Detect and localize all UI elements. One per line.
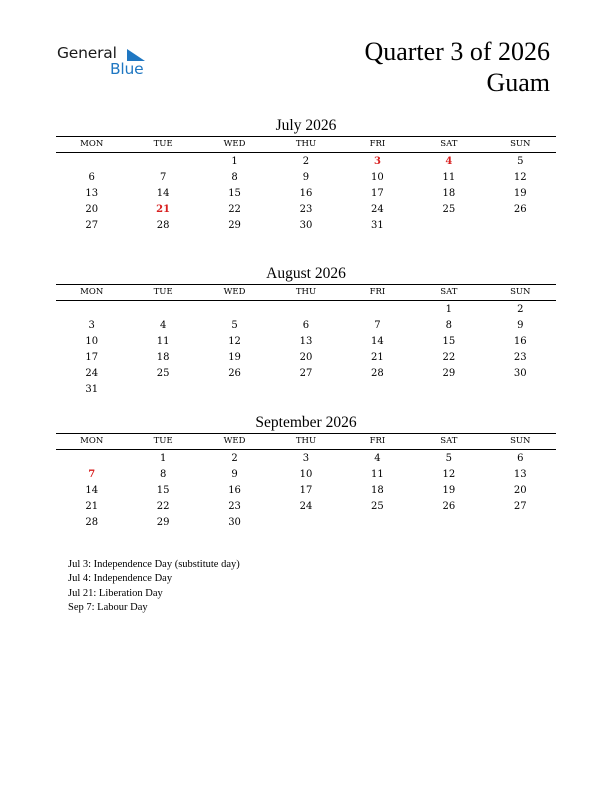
day-cell: 7 [159,172,167,183]
day-cell: 21 [371,352,384,363]
holiday-day-cell: 7 [88,469,96,480]
day-cell: 2 [231,453,238,464]
day-cell: 29 [228,220,241,231]
day-cell: 27 [513,501,527,512]
day-cell: 13 [85,188,99,199]
weekday-label: THU [295,436,317,446]
day-cell: 18 [442,188,456,199]
day-cell: 6 [302,320,310,331]
day-cell: 18 [156,352,170,363]
empty-day-cell [485,382,556,398]
logo [57,44,157,84]
day-cell: 17 [371,188,384,199]
day-cell: 30 [299,220,313,231]
day-cell: 26 [228,368,241,379]
day-cell: 29 [156,517,170,528]
day-cell: 31 [371,220,384,231]
day-cell: 8 [445,320,453,331]
day-cell: 19 [228,352,241,363]
weekday-label: WED [223,139,246,149]
empty-day-cell [413,218,484,234]
weekday-label: WED [223,436,246,446]
holiday-day-cell: 21 [156,204,171,215]
day-cell: 27 [299,368,313,379]
month-september [56,413,556,531]
day-cell: 16 [228,485,241,496]
empty-day-cell [413,515,484,531]
weekday-label: MON [80,436,104,446]
day-cell: 18 [371,485,384,496]
day-cell: 12 [513,172,527,183]
day-cell: 30 [228,517,241,528]
day-cell: 1 [445,304,453,315]
day-cell: 15 [156,485,170,496]
day-cell: 2 [302,156,310,167]
day-cell: 30 [513,368,527,379]
empty-day-cell [485,515,556,531]
day-cell: 9 [517,320,524,331]
page-title [364,36,550,98]
title-quarter: Quarter 3 of 2026 [364,37,550,66]
logo-text-blue: Blue [110,60,144,78]
weekday-label: WED [223,287,246,297]
weekday-label: FRI [369,436,386,446]
day-cell: 26 [442,501,456,512]
day-cell: 10 [371,172,384,183]
empty-day-cell [199,382,270,398]
empty-day-cell [270,302,341,318]
day-cell: 11 [371,469,384,480]
weekday-label: FRI [369,287,386,297]
day-cell: 6 [88,172,95,183]
day-cell: 22 [442,352,456,363]
day-cell: 20 [299,352,313,363]
holiday-note: Jul 3: Independence Day (substitute day) [68,559,240,570]
day-cell: 23 [513,352,527,363]
weekday-label: FRI [369,139,386,149]
weekday-header [56,433,556,450]
holiday-day-cell: 3 [373,156,381,167]
day-cell: 19 [442,485,456,496]
day-grid [56,451,556,531]
logo-text-general: General [57,44,117,62]
month-title: September 2026 [255,414,357,431]
day-grid [56,302,556,398]
day-cell: 12 [228,336,241,347]
day-cell: 8 [159,469,167,480]
title-country: Guam [486,68,550,97]
day-cell: 14 [85,485,99,496]
weekday-label: SUN [510,287,531,297]
weekday-label: THU [295,287,317,297]
day-cell: 19 [513,188,527,199]
day-cell: 4 [159,320,167,331]
empty-day-cell [127,382,198,398]
month-title: July 2026 [275,117,337,134]
day-grid [56,154,556,234]
day-cell: 22 [228,204,241,215]
empty-day-cell [199,302,270,318]
day-cell: 25 [442,204,456,215]
empty-day-cell [270,515,341,531]
day-cell: 2 [517,304,524,315]
weekday-label: TUE [153,436,173,446]
day-cell: 24 [85,368,99,379]
day-cell: 22 [156,501,170,512]
day-cell: 20 [513,485,527,496]
day-cell: 9 [231,469,238,480]
day-cell: 20 [85,204,99,215]
day-cell: 6 [517,453,524,464]
empty-day-cell [413,382,484,398]
day-cell: 14 [371,336,384,347]
empty-day-cell [56,154,127,170]
day-cell: 26 [513,204,527,215]
weekday-label: TUE [153,139,173,149]
holiday-note: Jul 4: Independence Day [68,573,173,585]
weekday-label: MON [80,139,104,149]
day-cell: 12 [442,469,456,480]
day-cell: 17 [85,352,99,363]
weekday-label: SUN [510,139,531,149]
day-cell: 28 [156,220,170,231]
day-cell: 25 [156,368,170,379]
weekday-header [56,284,556,301]
day-cell: 15 [442,336,456,347]
empty-day-cell [127,302,198,318]
day-cell: 9 [302,172,310,183]
day-cell: 3 [88,320,95,331]
holiday-day-cell: 4 [445,156,453,167]
day-cell: 5 [445,453,453,464]
day-cell: 7 [374,320,381,331]
weekday-header [56,136,556,153]
day-cell: 3 [302,453,310,464]
empty-day-cell [342,382,413,398]
day-cell: 28 [371,368,384,379]
day-cell: 23 [228,501,241,512]
day-cell: 27 [85,220,99,231]
day-cell: 1 [159,453,167,464]
day-cell: 23 [299,204,313,215]
day-cell: 1 [231,156,238,167]
day-cell: 11 [156,336,170,347]
weekday-label: SUN [510,436,531,446]
empty-day-cell [56,451,127,467]
weekday-label: THU [295,139,317,149]
day-cell: 4 [374,453,381,464]
day-cell: 21 [85,501,99,512]
month-july [56,116,556,234]
day-cell: 10 [85,336,99,347]
empty-day-cell [270,382,341,398]
empty-day-cell [56,302,127,318]
day-cell: 28 [85,517,99,528]
empty-day-cell [127,154,198,170]
day-cell: 14 [156,188,170,199]
day-cell: 13 [513,469,527,480]
weekday-label: TUE [153,287,173,297]
day-cell: 17 [299,485,313,496]
day-cell: 24 [299,501,313,512]
day-cell: 16 [299,188,313,199]
day-cell: 29 [442,368,456,379]
holiday-note: Sep 7: Labour Day [68,601,148,613]
day-cell: 10 [299,469,313,480]
day-cell: 31 [85,384,99,395]
holiday-note: Jul 21: Liberation Day [68,587,163,599]
day-cell: 5 [517,156,524,167]
empty-day-cell [485,218,556,234]
month-title: August 2026 [266,265,346,282]
weekday-label: SAT [440,139,458,149]
day-cell: 5 [231,320,238,331]
day-cell: 15 [228,188,241,199]
month-august [56,264,556,398]
weekday-label: SAT [440,287,458,297]
weekday-label: MON [80,287,104,297]
day-cell: 24 [371,204,384,215]
day-cell: 16 [513,336,527,347]
holiday-notes [68,558,240,615]
empty-day-cell [342,302,413,318]
empty-day-cell [342,515,413,531]
day-cell: 13 [299,336,313,347]
day-cell: 11 [442,172,456,183]
day-cell: 25 [371,501,384,512]
day-cell: 8 [231,172,238,183]
weekday-label: SAT [440,436,458,446]
